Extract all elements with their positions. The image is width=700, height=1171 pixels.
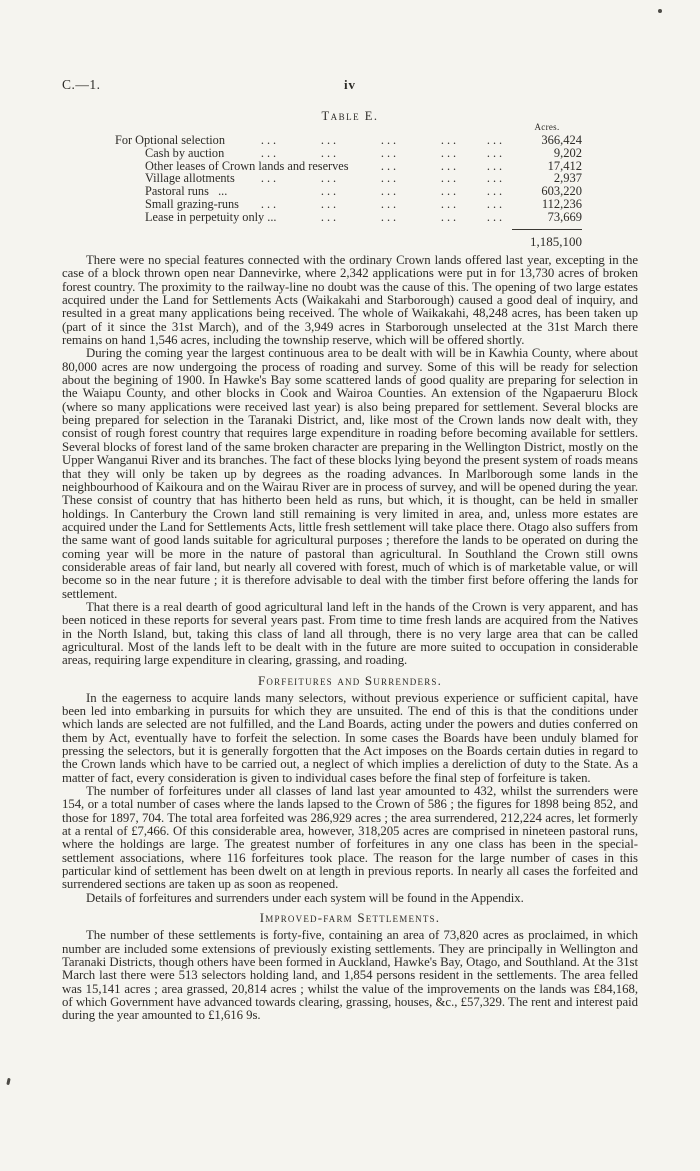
section-heading-forfeitures: Forfeitures and Surrenders.: [257, 672, 443, 688]
body-text: [62, 254, 638, 1023]
leader-dots: ...: [440, 185, 460, 198]
paragraph-forfeitures-1: In the eagerness to acquire lands many selectors, without previous experience or sufficient capital, have been led into embarking in pursuits for which they are unsuited. The end of this is that the conditions under which lands are selected are not fulfilled, and the Land Boards, acting under the powers and duties conferred on them by Act, eventually have to forfeit the selection. In some cases the Boards have been unduly blamed for pressing the selectors, but it is generally forgotten that the Act imposes on the Boards certain duties in regard to the Crown lands which have to be carried out, a neglect of which implies a dereliction of duty to the State. As a matter of fact, every consideration is given to individual cases before the final step of forfeiture is taken.: [62, 690, 638, 785]
row-label: Pastoral runs ...: [145, 184, 228, 199]
leader-dots: ...: [440, 146, 460, 160]
row-value: 603,220: [541, 184, 582, 199]
row-value: 2,937: [553, 171, 582, 186]
leader-dots: ...: [380, 159, 400, 173]
leader-dots: ...: [486, 159, 506, 173]
scan-speck-bottom-left: [6, 1078, 10, 1085]
paragraph-forfeitures-2: The number of forfeitures under all classes of land last year amounted to 432, whilst the surrenders were 154, or a total number of cases where the lands lapsed to the Crown of 586 ; the figures for 1898 being 852, and those for 1897, 704. The total area forfeited was 286,929 acres ; the area surrendered, 212,224 acres, let formerly at a rental of £7,466. Of this considerable area, however, 318,205 acres are comprised in nineteen pastoral runs, where the holdings are large. The greatest number of forfeitures in any one class has been in the special-settlement associations, where 116 forfeitures took place. The reason for the large number of cases in this particular kind of settlement has been dwelt on at length in previous reports. In nearly all cases the forfeited and surrendered sections are taken up as soon as reopened.: [62, 784, 638, 892]
acres-unit-label: Acres.: [534, 122, 560, 132]
page-number: iv: [343, 77, 357, 92]
leader-dots: ...: [486, 210, 506, 224]
paragraph-improved-farm-1: The number of these settlements is forty-five, containing an area of 73,820 acres as proclaimed, in which number are included some extensions of previously existing settlements. They are principally in Wellington and Taranaki Districts, though others have been formed in Auckland, Hawke's Bay, Otago, and Southland. At the 31st March last there were 513 selectors holding land, and 1,854 persons resident in the settlements. The area felled was 15,141 acres ; area grassed, 20,814 acres ; whilst the value of the improvements on the lands was £84,168, of which Government have advanced towards clearing, grassing, houses, &c., £57,329. The rent and interest paid during the year amounted to £1,616 9s.: [62, 928, 638, 1023]
row-label: Cash by auction: [145, 145, 225, 160]
leader-dots: ...: [440, 159, 460, 173]
row-value: 366,424: [541, 133, 582, 147]
leader-dots: ...: [260, 146, 280, 160]
row-value: 9,202: [553, 145, 582, 160]
paragraph-intro-3: That there is a real dearth of good agricultural land left in the hands of the Crown is very apparent, and has been noticed in these reports for several years past. From time to time fresh lands are acquired from the Natives in the North Island, but, taking this class of land all through, there is no very large area that can be called agricultural. Most of the lands left to be dealt with in the future are more suited to occupation in considerable areas, requiring large expenditure in clearing, grassing, and roading.: [62, 599, 638, 668]
row-label: Lease in perpetuity only ...: [145, 209, 277, 224]
paragraph-intro-2: During the coming year the largest continuous area to be dealt with will be in Kawhia County, where about 80,000 acres are now undergoing the process of roading and survey. Some of this will be ready for selection about the begining of 1900. In Hawke's Bay some scattered lands of good quality are preparing for selection in the Waiapu County, and other blocks in Cook and Wairoa Counties. An extension of the Ngapaeruru Block (where so many applications were received last year) is also being prepared for settlement. Several blocks are being prepared for selection in the Taranaki District, and, like most of the Crown lands now dealt with, they consist of rough forest country that requires large expenditure in roading before becoming available for settlers. Several blocks of forest land of the same broken character are preparing in the Wellington District, mostly on the Upper Wanganui River and its branches. The fact of these blocks lying beyond the present system of roads means that they will only be taken up by degrees as the roading advances. In Marlborough some lands in the neighbourhood of Kaikoura and on the Wairau River are in process of survey, and will be opened during the year. These consist of country that has hitherto been held as runs, but which, it is thought, can be held in smaller holdings. In Canterbury the Crown land still remaining is very limited in area, and, unless more estates are acquired under the Land for Settlements Acts, little fresh settlement will take place there. Otago also suffers from the same want of good lands suitable for agricultural purposes ; therefore the lands to be operated on during the coming year will be more in the nature of pastoral than agricultural. In Southland the Crown still owns considerable areas of fair land, but nearly all covered with forest, much of which is of marketable value, or will become so in the near future ; it is therefore advisable to deal with the timber first before offering the lands for settlement.: [62, 346, 638, 601]
scan-speck-top-right: [658, 9, 662, 13]
row-label: For Optional selection: [115, 133, 225, 147]
leader-dots: ...: [486, 197, 506, 211]
row-value: 73,669: [547, 209, 582, 224]
table-row: [115, 147, 582, 160]
leader-dots: ...: [440, 172, 460, 186]
table-row: [115, 198, 582, 211]
leader-dots: ...: [320, 185, 340, 198]
leader-dots: ...: [380, 185, 400, 198]
table-e: [115, 122, 582, 250]
table-e-title: Table E.: [321, 109, 379, 123]
leader-dots: ...: [380, 134, 400, 147]
section-heading-improved-farm: Improved-farm Settlements.: [259, 910, 441, 926]
row-label: Other leases of Crown lands and reserves: [145, 158, 349, 173]
paragraph-forfeitures-3: Details of forfeitures and surrenders under each system will be found in the Appendix.: [86, 890, 524, 905]
row-value: 17,412: [547, 158, 582, 173]
leader-dots: ...: [440, 197, 460, 211]
leader-dots: ...: [320, 172, 340, 186]
leader-dots: ...: [320, 134, 340, 147]
leader-dots: ...: [320, 146, 340, 160]
leader-dots: ...: [380, 197, 400, 211]
leader-dots: ...: [380, 210, 400, 224]
leader-dots: ...: [486, 172, 506, 186]
leader-dots: ...: [320, 210, 340, 224]
leader-dots: ...: [320, 197, 340, 211]
leader-dots: ...: [440, 210, 460, 224]
leader-dots: ...: [260, 197, 280, 211]
leader-dots: ...: [486, 134, 506, 147]
leader-dots: ...: [486, 185, 506, 198]
table-row: [115, 134, 582, 147]
running-header: [62, 77, 638, 93]
table-total-row: [115, 229, 582, 250]
table-units-row: [115, 122, 582, 133]
row-label: Village allotments: [145, 171, 235, 186]
leader-dots: ...: [260, 134, 280, 147]
leader-dots: ...: [440, 134, 460, 147]
document-reference: C.—1.: [62, 77, 101, 92]
leader-dots: ...: [380, 172, 400, 186]
row-value: 112,236: [541, 196, 582, 211]
leader-dots: ...: [380, 146, 400, 160]
leader-dots: ...: [486, 146, 506, 160]
table-total-value: 1,185,100: [512, 229, 582, 250]
table-row: [115, 211, 582, 224]
paragraph-intro-1: There were no special features connected with the ordinary Crown lands offered last year, excepting in the case of a block thrown open near Dannevirke, where 2,342 applications were put in for 13,730 acres of broken forest country. The proximity to the railway-line no doubt was the cause of this. The opening of two large estates acquired under the Land for Settlements Acts (Waikakahi and Starborough) caused a good deal of inquiry, and resulted in a great many applications being received. The whole of Waikakahi, 48,248 acres, has been taken up (part of it since the 31st March), and of the 3,949 acres in Starborough unselected at the 31st March there remains on hand 1,546 acres, including the township reserve, which will be offered shortly.: [62, 253, 638, 348]
row-label: Small grazing-runs: [145, 196, 239, 211]
leader-dots: ...: [260, 172, 280, 186]
